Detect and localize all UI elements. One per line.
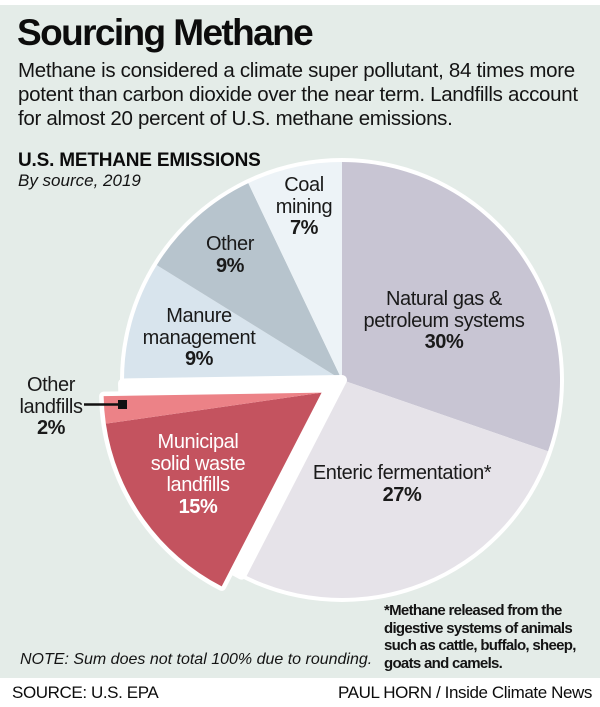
page-title: Sourcing Methane (17, 12, 313, 53)
source-text: SOURCE: U.S. EPA (12, 682, 159, 702)
slice-label-municipal-landfills (151, 432, 246, 518)
slice-label-enteric-fermentation (313, 463, 491, 506)
rounding-note: NOTE: Sum does not total 100% due to rounding. (20, 651, 373, 668)
slice-percent: 15% (178, 495, 218, 518)
slice-label-manure-management (143, 306, 256, 371)
footnote-line: digestive systems of animals (384, 619, 572, 637)
slice-label-line: solid waste (150, 452, 246, 475)
slice-label-line: management (142, 326, 256, 349)
slice-label-line: Manure (166, 305, 232, 327)
footnote-line: *Methane released from the (384, 602, 562, 619)
slice-percent: 7% (289, 217, 319, 239)
intro-line: potent than carbon dioxide over the near term. Landfills account (18, 83, 578, 106)
footnote-line: such as cattle, buffalo, sheep, (384, 637, 576, 654)
chart-title: U.S. METHANE EMISSIONS (18, 150, 261, 171)
slice-percent: 9% (215, 254, 245, 277)
slice-label-line: Other (205, 233, 255, 255)
chart-subtitle: By source, 2019 (18, 171, 141, 190)
slice-label-line: Natural gas & (386, 288, 502, 310)
footnote-line: goats and camels. (384, 654, 503, 672)
slice-percent: 9% (184, 348, 214, 370)
slice-label-line: mining (275, 195, 333, 218)
slice-label-line: Enteric fermentation* (312, 462, 492, 484)
slice-label-line: petroleum systems (363, 309, 525, 332)
slice-label-other-landfills (19, 375, 82, 440)
credit-text: PAUL HORN / Inside Climate News (337, 682, 592, 702)
slice-label-other (206, 234, 254, 277)
credit-bar (0, 678, 600, 707)
slice-label-line: landfills (166, 474, 230, 496)
intro-line: Methane is considered a climate super pollutant, 84 times more (18, 59, 575, 82)
slice-label-line: Coal (284, 174, 324, 196)
slice-percent: 30% (424, 331, 464, 353)
slice-percent: 2% (36, 417, 66, 439)
slice-label-natural-gas (363, 289, 524, 354)
slice-label-line: Other (26, 374, 76, 396)
slice-label-line: landfills (19, 395, 83, 418)
intro-line: for almost 20 percent of U.S. methane emissions. (18, 107, 453, 130)
slice-label-line: Municipal (157, 431, 239, 453)
slice-percent: 27% (382, 483, 422, 506)
slice-label-coal-mining (276, 175, 333, 240)
pointer-marker (118, 400, 127, 409)
asterisk-footnote (384, 602, 596, 672)
